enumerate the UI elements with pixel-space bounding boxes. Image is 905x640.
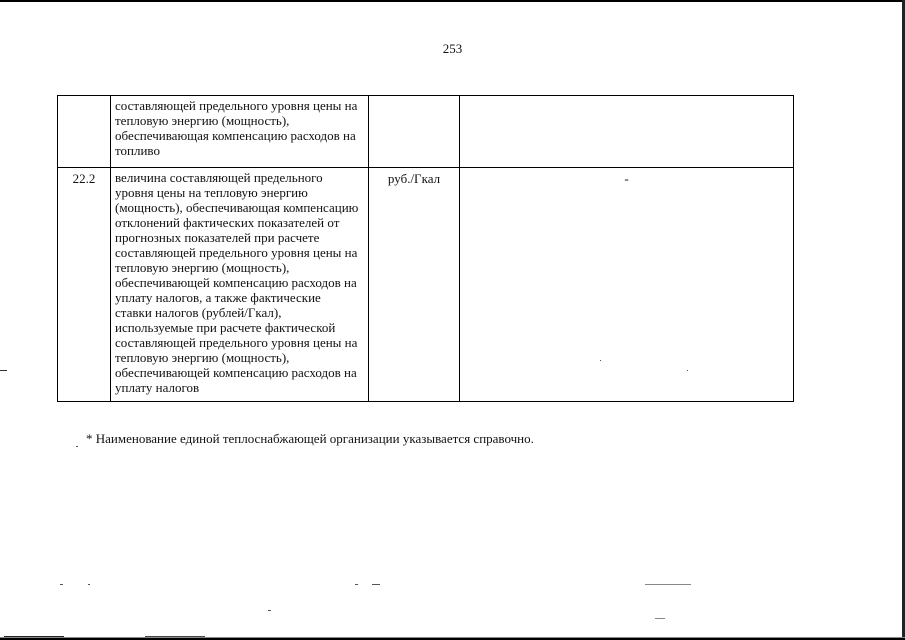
description-line: уровня цены на тепловую энергию [115,185,308,200]
row-description-cell [111,168,369,402]
description-line: обеспечивающей компенсацию расходов на [115,275,357,290]
row-unit-cell [369,96,460,168]
description-line: используемые при расчете фактической [115,320,336,335]
description-line: обеспечивающая компенсацию расходов на [115,128,356,143]
page-number: 253 [442,41,463,56]
data-table [57,95,794,402]
description-line: обеспечивающей компенсацию расходов на [115,365,357,380]
row-description-cell [111,96,369,168]
description-line: (мощность), обеспечивающая компенсацию [115,200,359,215]
scan-speck [645,584,691,585]
description-line: составляющей предельного уровня цены на [115,245,358,260]
description-line: уплату налогов [115,380,200,395]
description-line: тепловую энергию (мощность), [115,260,290,275]
table-row [58,168,794,402]
description-line: составляющей предельного уровня цены на [115,335,358,350]
description-line: уплату налогов, а также фактические [115,290,321,305]
row-value-cell: - [460,168,794,402]
row-number-cell: 22.2 [58,168,111,402]
description-line: тепловую энергию (мощность), [115,350,290,365]
page-border-top [0,0,905,2]
table-row [58,96,794,168]
scan-speck [655,618,665,619]
description-line: топливо [115,143,160,158]
scan-speck [600,360,601,361]
footnote: * Наименование единой теплоснабжающей организации указывается справочно. [86,431,534,446]
description-line: ставки налогов (рублей/Гкал), [115,305,282,320]
description-line: тепловую энергию (мощность), [115,113,290,128]
scan-speck [60,584,63,585]
scan-mark [0,370,7,371]
scan-speck [355,584,358,585]
scan-speck [76,446,78,447]
scan-speck [687,370,688,371]
description-line: отклонений фактических показателей от [115,215,340,230]
description-line: прогнозных показателей при расчете [115,230,320,245]
description-line: составляющей предельного уровня цены на [115,98,358,113]
row-unit-cell: руб./Гкал [369,168,460,402]
scan-speck [4,636,64,637]
row-number-cell [58,96,111,168]
scan-speck [88,584,90,585]
scan-speck [268,610,271,611]
scan-speck [372,584,380,585]
row-value-cell [460,96,794,168]
description-line: величина составляющей предельного [115,170,323,185]
scan-speck [145,636,205,637]
